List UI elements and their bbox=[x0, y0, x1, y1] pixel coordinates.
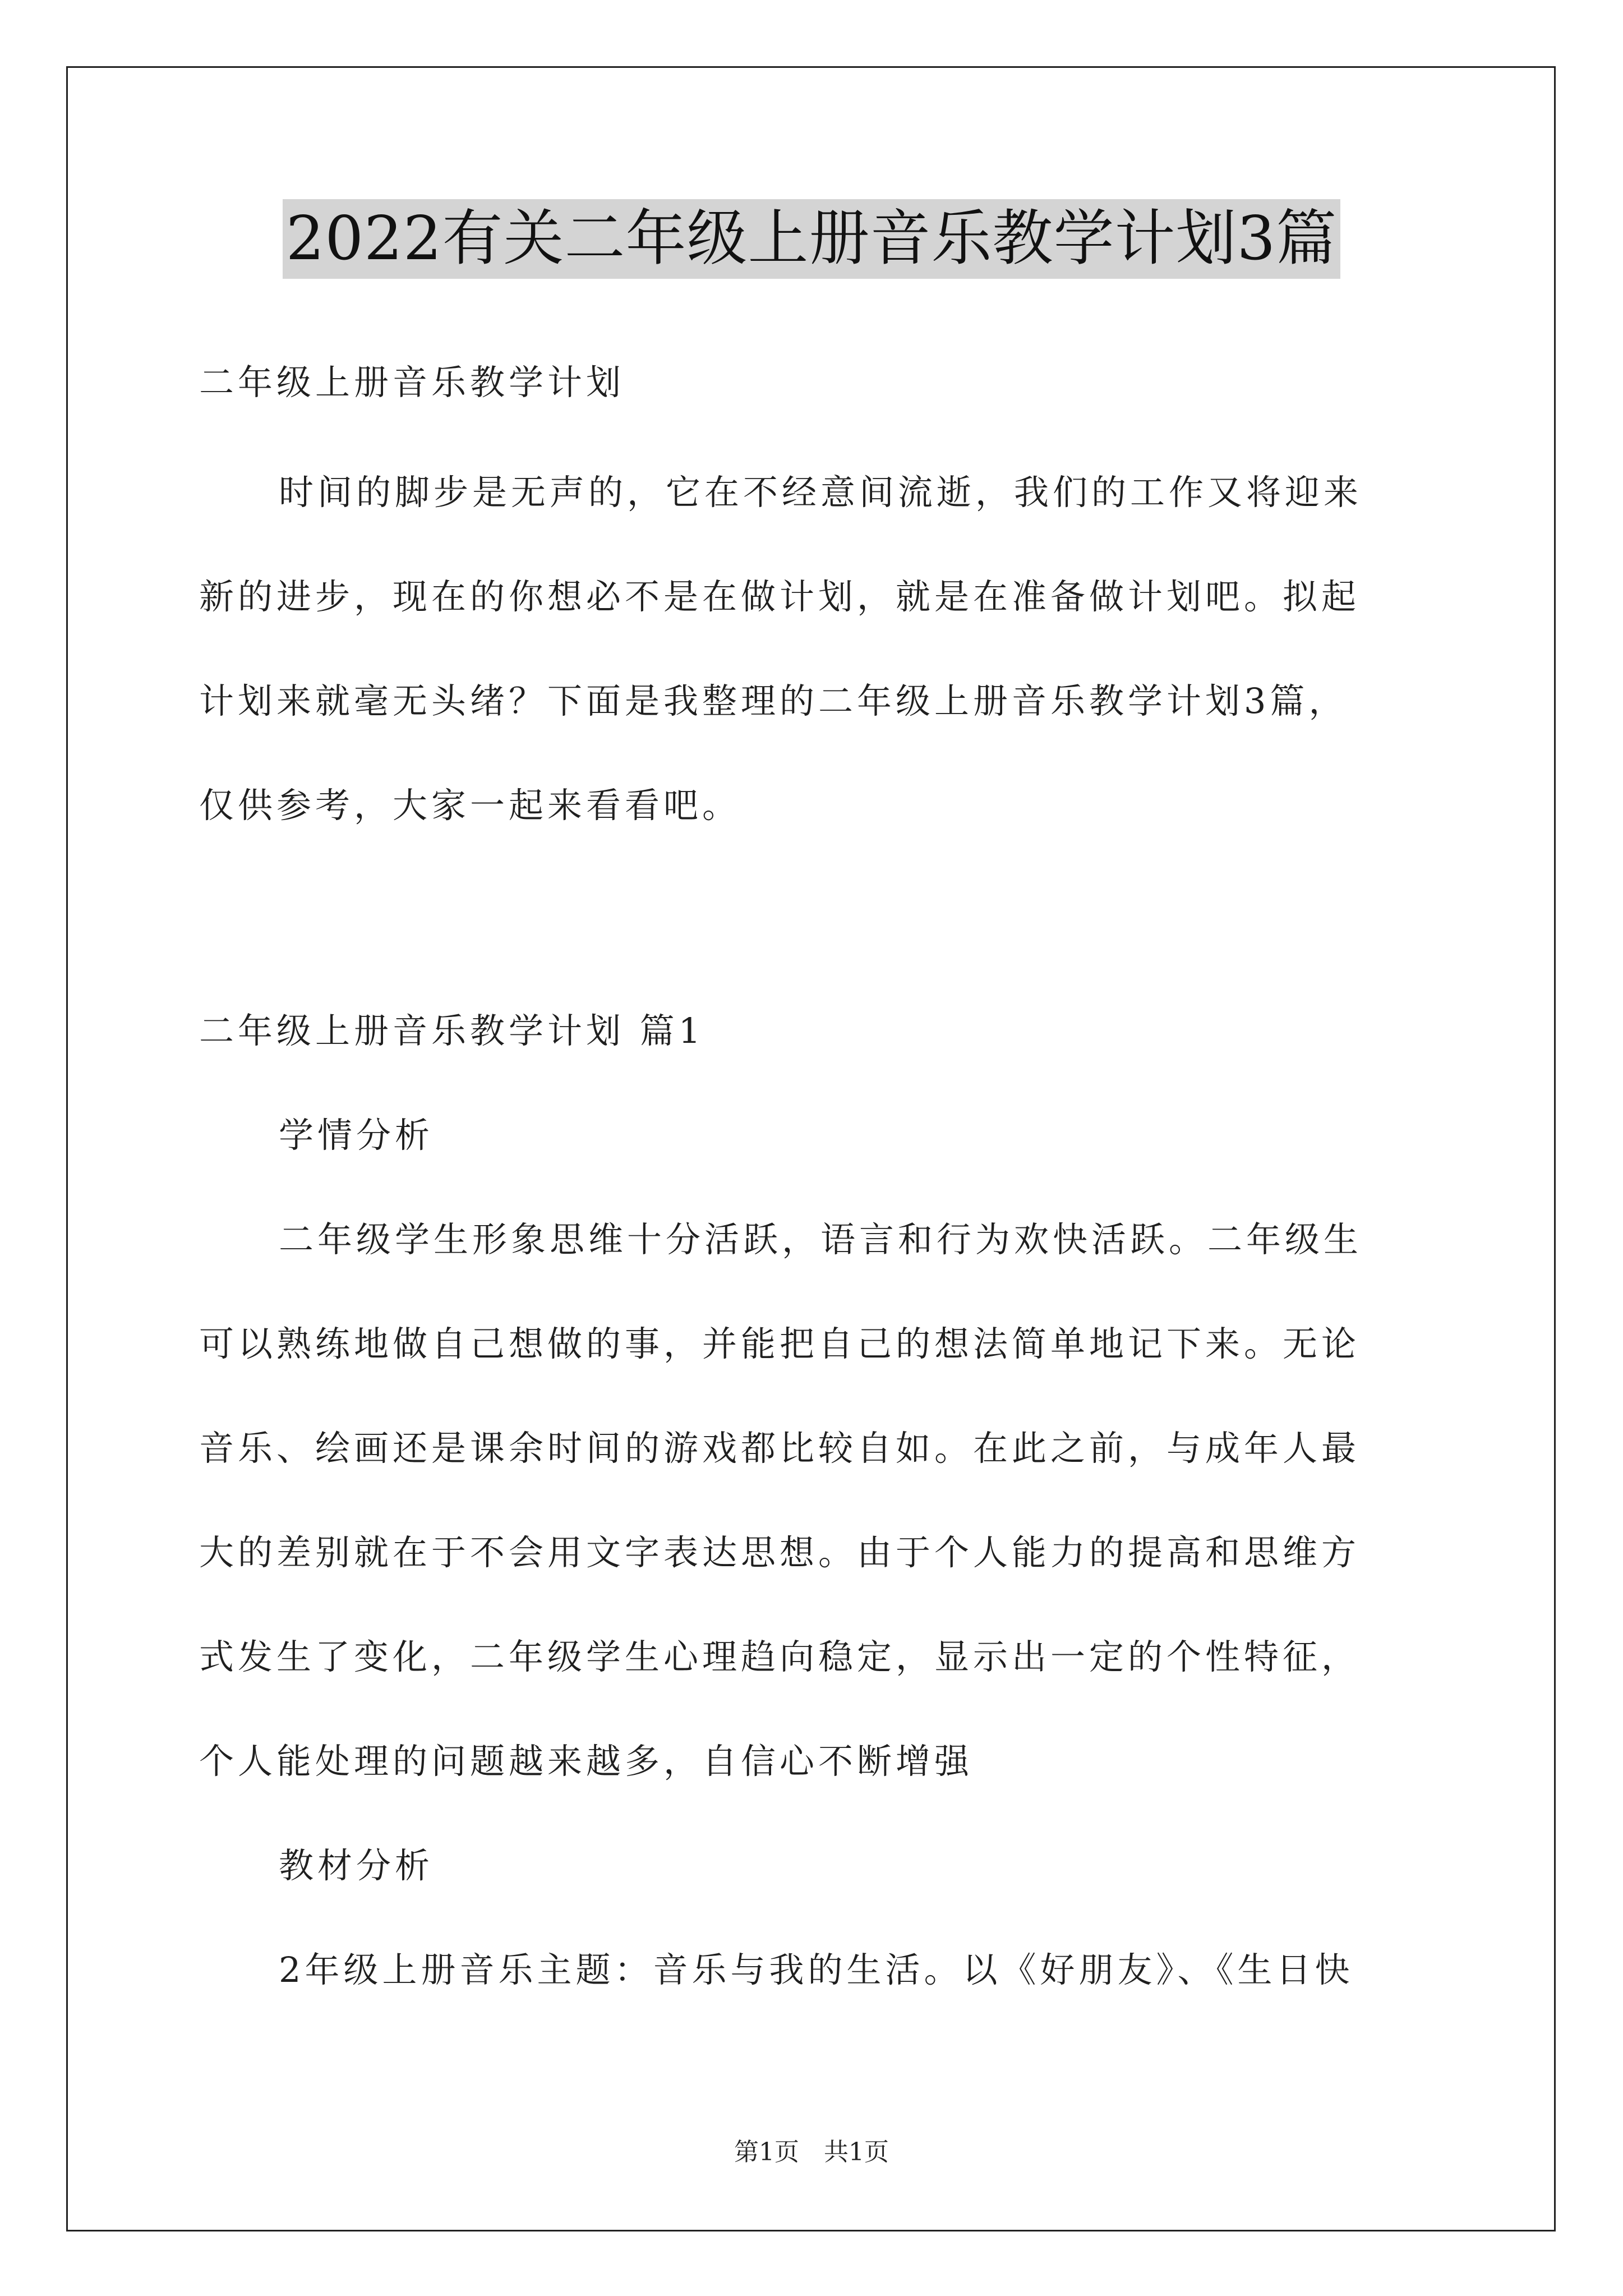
page-footer: 第1页 共1页 bbox=[734, 2138, 889, 2166]
paragraph-line: 仅供参考，大家一起来看看吧。 bbox=[199, 785, 741, 826]
section-heading: 二年级上册音乐教学计划 篇1 bbox=[199, 1010, 705, 1051]
paragraph-line: 大的差别就在于不会用文字表达思想。由于个人能力的提高和思维方 bbox=[199, 1532, 1361, 1573]
document-title: 2022有关二年级上册音乐教学计划3篇 bbox=[283, 199, 1341, 279]
paragraph-line: 计划来就毫无头绪？下面是我整理的二年级上册音乐教学计划3篇， bbox=[199, 680, 1348, 721]
paragraph-line: 二年级学生形象思维十分活跃，语言和行为欢快活跃。二年级生 bbox=[279, 1219, 1363, 1260]
subheading-material-analysis: 教材分析 bbox=[279, 1845, 434, 1886]
paragraph-line: 音乐、绘画还是课余时间的游戏都比较自如。在此之前，与成年人最 bbox=[199, 1428, 1361, 1469]
paragraph-line: 式发生了变化，二年级学生心理趋向稳定，显示出一定的个性特征， bbox=[199, 1636, 1361, 1677]
paragraph-line: 个人能处理的问题越来越多，自信心不断增强 bbox=[199, 1741, 974, 1782]
paragraph-line: 2年级上册音乐主题：音乐与我的生活。以《好朋友》、《生日快 bbox=[279, 1949, 1354, 1990]
paragraph-line: 可以熟练地做自己想做的事，并能把自己的想法简单地记下来。无论 bbox=[199, 1323, 1361, 1364]
intro-heading: 二年级上册音乐教学计划 bbox=[199, 362, 625, 403]
paragraph-line: 新的进步，现在的你想必不是在做计划，就是在准备做计划吧。拟起 bbox=[199, 576, 1361, 617]
subheading-student-analysis: 学情分析 bbox=[279, 1115, 434, 1156]
paragraph-line: 时间的脚步是无声的，它在不经意间流逝，我们的工作又将迎来 bbox=[279, 472, 1363, 513]
title-container bbox=[0, 199, 1623, 279]
